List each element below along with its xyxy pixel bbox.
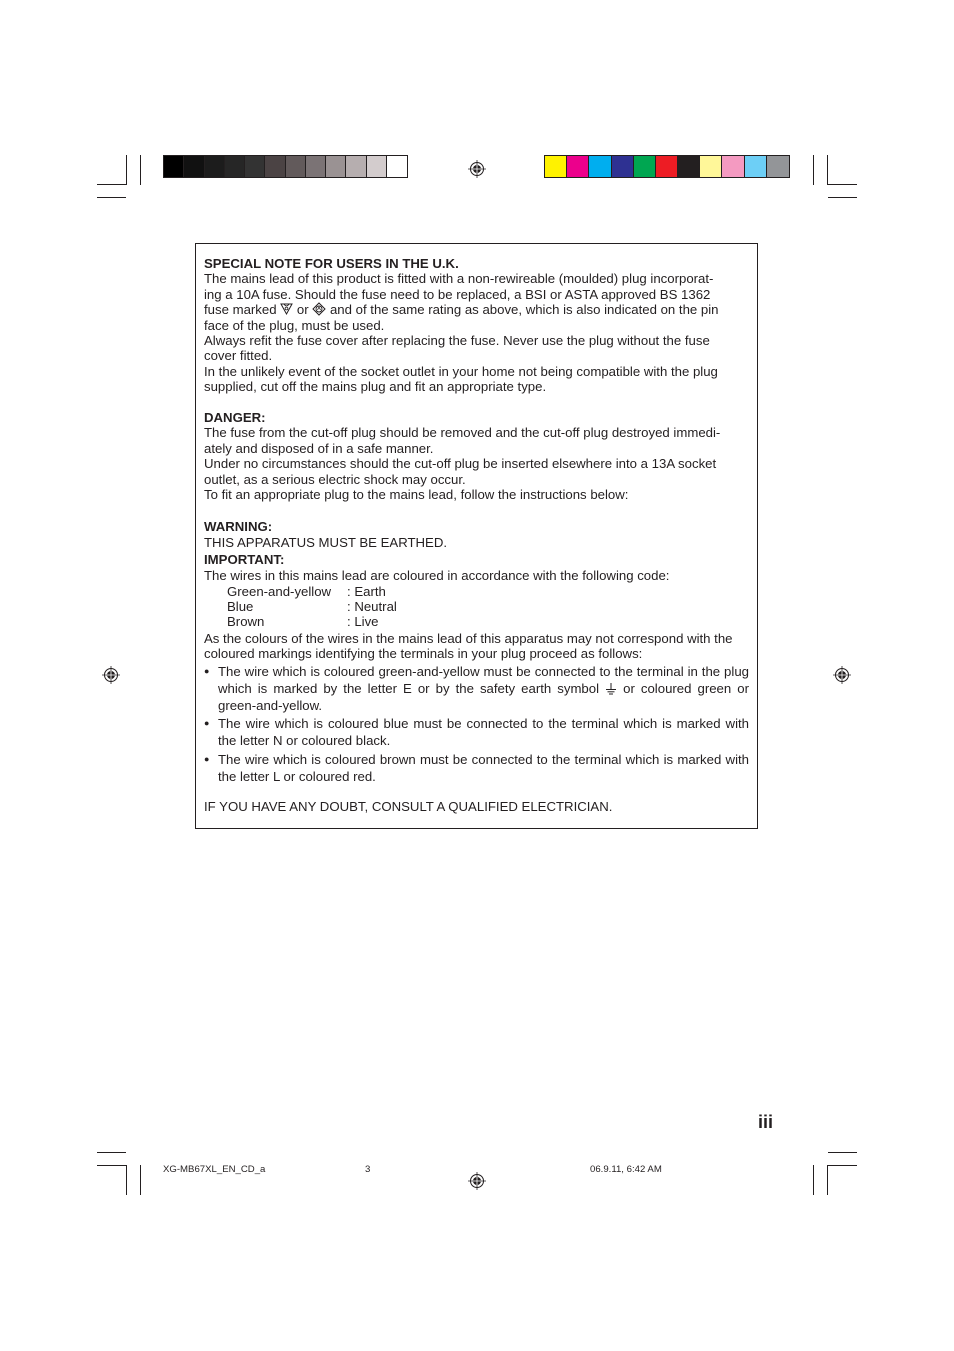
text-span: The wire which is coloured green-and-yellow must be connected to the terminal in the plug which is marked by the letter E or by the safety earth symbol: [218, 663, 749, 696]
text-span: and of the same rating as above, which is also indicated on the pin: [326, 302, 719, 318]
slug-filename: XG-MB67XL_EN_CD_a: [163, 1164, 266, 1175]
color-swatch: [678, 156, 700, 177]
crop-mark: [813, 155, 814, 185]
danger-paragraph: outlet, as a serious electric shock may occur.: [204, 471, 466, 487]
colours-paragraph: As the colours of the wires in the mains lead of this apparatus may not correspond with the: [204, 630, 733, 646]
color-swatch: [567, 156, 589, 177]
wire-function: : Earth: [347, 583, 386, 599]
crop-mark: [140, 1165, 141, 1195]
danger-paragraph: The fuse from the cut-off plug should be removed and the cut-off plug destroyed immedi-: [204, 425, 721, 441]
warning-heading: WARNING:: [204, 518, 273, 534]
list-item: [204, 663, 749, 714]
color-swatch: [656, 156, 678, 177]
danger-paragraph: Under no circumstances should the cut-off plug be inserted elsewhere into a 13A socket: [204, 456, 717, 472]
notice-paragraph: Always refit the fuse cover after replacing the fuse. Never use the plug without the fuse: [204, 333, 710, 349]
color-swatch: [265, 156, 285, 177]
color-swatch: [367, 156, 387, 177]
notice-paragraph: ing a 10A fuse. Should the fuse need to be replaced, a BSI or ASTA approved BS 1362: [204, 286, 711, 302]
wire-colour: Green-and-yellow: [227, 583, 332, 599]
color-swatch: [545, 156, 567, 177]
list-item: ● The wire which is coloured blue must be connected to the terminal which is marked with the letter N or coloured black.: [204, 715, 749, 749]
color-swatch: [722, 156, 744, 177]
crop-mark: [126, 1165, 127, 1195]
color-swatch: [346, 156, 366, 177]
crop-mark: [140, 155, 141, 185]
color-swatch: [184, 156, 204, 177]
color-swatch: [589, 156, 611, 177]
text-span: or coloured green or green-and-yellow.: [218, 680, 749, 713]
wire-colour: Blue: [227, 598, 254, 614]
wire-function: : Live: [347, 614, 379, 630]
wiring-instructions-list: [204, 663, 749, 785]
registration-mark-icon: [833, 666, 851, 684]
color-swatch: [767, 156, 789, 177]
list-item: ● The wire which is coloured brown must be connected to the terminal which is marked with the letter L or coloured red.: [204, 751, 749, 785]
registration-mark-icon: [102, 666, 120, 684]
notice-paragraph: In the unlikely event of the socket outlet in your home not being compatible with the plug: [204, 363, 718, 379]
color-swatch: [306, 156, 326, 177]
crop-mark: [828, 197, 857, 198]
text-span: fuse marked: [204, 302, 281, 318]
danger-paragraph: ately and disposed of in a safe manner.: [204, 440, 434, 456]
closing-note: IF YOU HAVE ANY DOUBT, CONSULT A QUALIFIED ELECTRICIAN.: [204, 798, 613, 814]
notice-paragraph: The mains lead of this product is fitted with a non-rewireable (moulded) plug incorporat-: [204, 271, 714, 287]
crop-mark: [97, 184, 126, 185]
notice-paragraph: [204, 302, 749, 317]
notice-title: SPECIAL NOTE FOR USERS IN THE U.K.: [204, 256, 459, 271]
danger-heading: DANGER:: [204, 410, 266, 426]
wire-colour: Brown: [227, 614, 265, 630]
important-heading: IMPORTANT:: [204, 551, 285, 567]
wire-function: : Neutral: [347, 598, 397, 614]
important-text: The wires in this mains lead are coloured in accordance with the following code:: [204, 568, 670, 584]
crop-mark: [126, 155, 127, 185]
color-swatch: [164, 156, 184, 177]
text-span: or: [293, 302, 313, 318]
crop-mark: [827, 1165, 828, 1195]
color-swatch: [612, 156, 634, 177]
color-swatch: [700, 156, 722, 177]
process-color-bar: [544, 155, 790, 178]
color-swatch: [225, 156, 245, 177]
crop-mark: [828, 1165, 857, 1166]
color-swatch: [205, 156, 225, 177]
crop-mark: [97, 197, 126, 198]
earth-symbol-icon: [605, 683, 617, 695]
notice-paragraph: supplied, cut off the mains plug and fit an appropriate type.: [204, 379, 547, 395]
color-swatch: [745, 156, 767, 177]
crop-mark: [828, 184, 857, 185]
crop-mark: [813, 1165, 814, 1195]
notice-paragraph: face of the plug, must be used.: [204, 317, 385, 333]
crop-mark: [97, 1165, 126, 1166]
crop-mark: [97, 1152, 126, 1153]
uk-plug-notice: [195, 243, 758, 829]
color-swatch: [387, 156, 407, 177]
page-number: iii: [758, 1112, 774, 1132]
registration-mark-icon: [468, 160, 486, 178]
colours-paragraph: coloured markings identifying the terminals in your plug proceed as follows:: [204, 646, 643, 662]
color-swatch: [245, 156, 265, 177]
bsi-kitemark-icon: [280, 302, 293, 316]
danger-paragraph: To fit an appropriate plug to the mains lead, follow the instructions below:: [204, 487, 629, 503]
color-swatch: [326, 156, 346, 177]
crop-mark: [827, 155, 828, 185]
notice-paragraph: cover fitted.: [204, 348, 273, 364]
color-swatch: [634, 156, 656, 177]
grayscale-color-bar: [163, 155, 408, 178]
wire-colour-table: [227, 584, 749, 630]
crop-mark: [828, 1152, 857, 1153]
warning-text: THIS APPARATUS MUST BE EARTHED.: [204, 535, 448, 551]
registration-mark-icon: [468, 1172, 486, 1190]
slug-timestamp: 06.9.11, 6:42 AM: [590, 1164, 662, 1175]
slug-page: 3: [365, 1164, 371, 1175]
color-swatch: [286, 156, 306, 177]
asta-mark-icon: [312, 302, 326, 316]
